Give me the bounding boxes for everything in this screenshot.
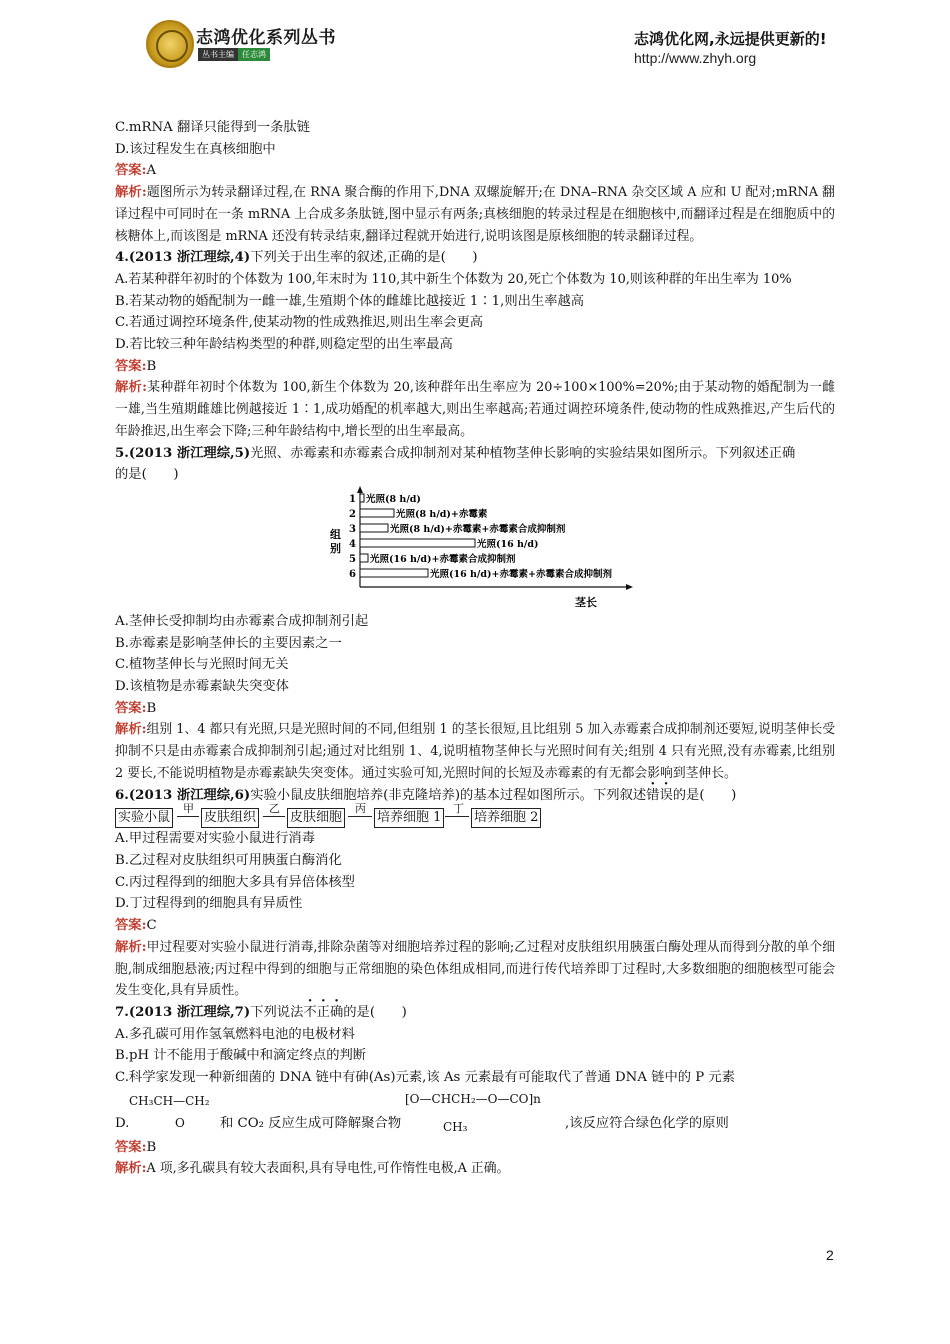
- q6-flowchart: [115, 802, 835, 828]
- page-header: [0, 0, 950, 80]
- flow-label-1: 甲: [183, 802, 194, 816]
- q5-chart-svg: [330, 486, 635, 610]
- chart-category-3: 3: [349, 523, 356, 535]
- q4-stem: 4.(2013 浙江理综,4)下列关于出生率的叙述,正确的是( ): [115, 250, 478, 266]
- polymer-formula: [O—CHCH₂—O—CO]n: [405, 1091, 541, 1106]
- slogan: 志鸿优化网,永远提供更新的!: [634, 30, 827, 48]
- chart-category-5: 5: [349, 553, 356, 565]
- site-url[interactable]: http://www.zhyh.org: [634, 50, 757, 66]
- q4-option-d: D.若比较三种年龄结构类型的种群,则稳定型的出生率最高: [115, 337, 453, 353]
- chart-category-2: 2: [349, 508, 356, 520]
- chart-category-1: 1: [349, 493, 356, 505]
- q4-explanation: 解析:某种群年初时个体数为 100,新生个体数为 20,该种群年出生率应为 20÷100×100%=20%;由于某动物的婚配制为一雌一雄,当生殖期雌雄比例越接近 1∶1,成功婚配的机率越大,则出生率越高;若通过调控环境条件,使动物的性成熟推迟,产生后代的年龄推迟,出生率会下降;三种年龄结构中,增长型的出生率最高。: [115, 380, 835, 439]
- flow-box-3: 皮肤细胞: [287, 808, 345, 828]
- q5-chart: [115, 486, 835, 611]
- chart-bar-label-5: 光照(16 h/d)+赤霉素合成抑制剂: [370, 553, 516, 565]
- chart-bar-6: [360, 569, 428, 577]
- q5-option-c: C.植物茎伸长与光照时间无关: [115, 657, 289, 673]
- chart-bar-label-1: 光照(8 h/d): [366, 493, 421, 505]
- q4-option-c: C.若通过调控环境条件,使某动物的性成熟推迟,则出生率会更高: [115, 315, 484, 331]
- q3-option-d: D.该过程发生在真核细胞中: [115, 141, 276, 157]
- q7-d-suffix: ,该反应符合绿色化学的原则: [565, 1115, 729, 1131]
- q7-d-middle: 和 CO₂ 反应生成可降解聚合物: [220, 1115, 402, 1131]
- q6-option-c: C.丙过程得到的细胞大多具有异倍体核型: [115, 874, 355, 890]
- q6-option-d: D.丁过程得到的细胞具有异质性: [115, 896, 303, 912]
- chart-bar-label-3: 光照(8 h/d)+赤霉素+赤霉素合成抑制剂: [390, 523, 566, 535]
- q7-answer: 答案:B: [115, 1139, 157, 1155]
- q3-option-c: C.mRNA 翻译只能得到一条肽链: [115, 120, 310, 135]
- q5-answer: 答案:B: [115, 700, 157, 716]
- q3-explanation: 解析:题图所示为转录翻译过程,在 RNA 聚合酶的作用下,DNA 双螺旋解开;在 DNA–RNA 杂交区域 A 应和 U 配对;mRNA 翻译过程中可同时在一条 mRNA 上合成多条肽链,图中显示有两条;真核细胞的转录过程是在细胞核中,而翻译过程是在细胞质中的核糖体上,而该图是 mRNA 还没有转录结束,翻译过程就开始进行,说明该图是原核细胞的转录翻译过程。: [115, 185, 835, 244]
- chart-ylabel-2: 别: [330, 541, 341, 555]
- q7-option-d: [115, 1089, 835, 1137]
- q5-option-d: D.该植物是赤霉素缺失突变体: [115, 679, 289, 695]
- page-content: [115, 117, 835, 1180]
- flow-label-2: 乙: [269, 802, 280, 816]
- brand-sub-2: 任志鸿: [238, 48, 270, 61]
- chart-xlabel: 茎长: [575, 595, 597, 609]
- q6-explanation: 解析:甲过程要对实验小鼠进行消毒,排除杂菌等对细胞培养过程的影响;乙过程对皮肤组织用胰蛋白酶处理从而得到分散的单个细胞,制成细胞悬液;丙过程中得到的细胞与正常细胞的染色体组成相同,而进行传代培养即丁过程时,大多数细胞的细胞核型可能会发生变化,具有异质性。: [115, 939, 835, 999]
- flow-box-2: 皮肤组织: [201, 808, 259, 828]
- chart-bar-label-4: 光照(16 h/d): [477, 538, 539, 550]
- q5-stem-2: 的是( ): [115, 467, 179, 483]
- q6-option-b: B.乙过程对皮肤组织可用胰蛋白酶消化: [115, 852, 342, 868]
- flow-arrow-3: [348, 816, 372, 817]
- flow-arrow-2: [263, 816, 285, 817]
- publisher-logo-icon: [146, 20, 194, 68]
- q4-option-b: B.若某动物的婚配制为一雌一雄,生殖期个体的雌雄比越接近 1∶1,则出生率越高: [115, 293, 585, 309]
- flow-box-5: 培养细胞 2: [471, 808, 541, 828]
- q6-answer: 答案:C: [115, 918, 157, 934]
- q7-option-c: C.科学家发现一种新细菌的 DNA 链中有砷(As)元素,该 As 元素最有可能取代了普通 DNA 链中的 P 元素: [115, 1070, 736, 1086]
- chart-category-4: 4: [349, 538, 356, 550]
- chart-bar-5: [360, 554, 368, 562]
- brand-title: 志鸿优化系列丛书: [196, 28, 336, 48]
- page-number: 2: [826, 1247, 834, 1263]
- chart-bar-1: [360, 494, 364, 502]
- chart-ylabel-1: 组: [330, 527, 341, 541]
- brand-sub-1: 丛书主编: [198, 48, 238, 61]
- q6-stem: 6.(2013 浙江理综,6)实验小鼠皮肤细胞培养(非克隆培养)的基本过程如图所示。下列叙述错误的是( ): [115, 787, 737, 803]
- chart-bar-2: [360, 509, 394, 517]
- chart-bar-4: [360, 539, 475, 547]
- q5-explanation: 解析:组别 1、4 都只有光照,只是光照时间的不同,但组别 1 的茎长很短,且比组别 5 加入赤霉素合成抑制剂还要短,说明茎伸长受抑制不只是由赤霉素合成抑制剂引起;通过对比组别 1、4,说明植物茎伸长与光照时间有关;组别 4 只有光照,没有赤霉素,比组别 2 要长,不能说明植物是赤霉素缺失突变体。通过实验可知,光照时间的长短及赤霉素的有无都会影响到茎伸长。: [115, 722, 835, 781]
- flow-box-1: 实验小鼠: [115, 808, 173, 828]
- q5-option-b: B.赤霉素是影响茎伸长的主要因素之一: [115, 635, 342, 651]
- q5-stem: 5.(2013 浙江理综,5)光照、赤霉素和赤霉素合成抑制剂对某种植物茎伸长影响的实验结果如图所示。下列叙述正确: [115, 445, 796, 461]
- flow-box-4: 培养细胞 1: [374, 808, 444, 828]
- q4-answer: 答案:B: [115, 358, 157, 374]
- q7-option-b: B.pH 计不能用于酸碱中和滴定终点的判断: [115, 1048, 367, 1064]
- chart-bar-3: [360, 524, 388, 532]
- q7-stem: 7.(2013 浙江理综,7)下列说法不正确的是( ): [115, 1004, 407, 1020]
- flow-label-4: 丁: [453, 802, 464, 816]
- epoxide-oxygen: O: [175, 1115, 185, 1130]
- q3-answer: 答案:A: [115, 163, 157, 179]
- flow-label-3: 丙: [355, 802, 366, 816]
- q5-option-a: A.茎伸长受抑制均由赤霉素合成抑制剂引起: [115, 613, 369, 629]
- epoxide-formula: CH₃CH—CH₂: [129, 1093, 210, 1108]
- flow-arrow-4: [445, 816, 469, 817]
- flow-arrow-1: [177, 816, 199, 817]
- q7-option-a: A.多孔碳可用作氢氧燃料电池的电极材料: [115, 1026, 355, 1042]
- q4-option-a: A.若某种群年初时的个体数为 100,年末时为 110,其中新生个体数为 20,死亡个体数为 10,则该种群的年出生率为 10%: [115, 271, 792, 287]
- q6-option-a: A.甲过程需要对实验小鼠进行消毒: [115, 831, 315, 847]
- chart-bar-label-2: 光照(8 h/d)+赤霉素: [396, 508, 488, 520]
- chart-category-6: 6: [349, 568, 356, 580]
- q7-explanation: 解析:A 项,多孔碳具有较大表面积,具有导电性,可作惰性电极,A 正确。: [115, 1161, 510, 1177]
- polymer-methyl: CH₃: [443, 1119, 468, 1134]
- chart-bar-label-6: 光照(16 h/d)+赤霉素+赤霉素合成抑制剂: [430, 568, 612, 580]
- q7-d-prefix: D.: [115, 1115, 130, 1131]
- brand-subtitle: [198, 48, 270, 61]
